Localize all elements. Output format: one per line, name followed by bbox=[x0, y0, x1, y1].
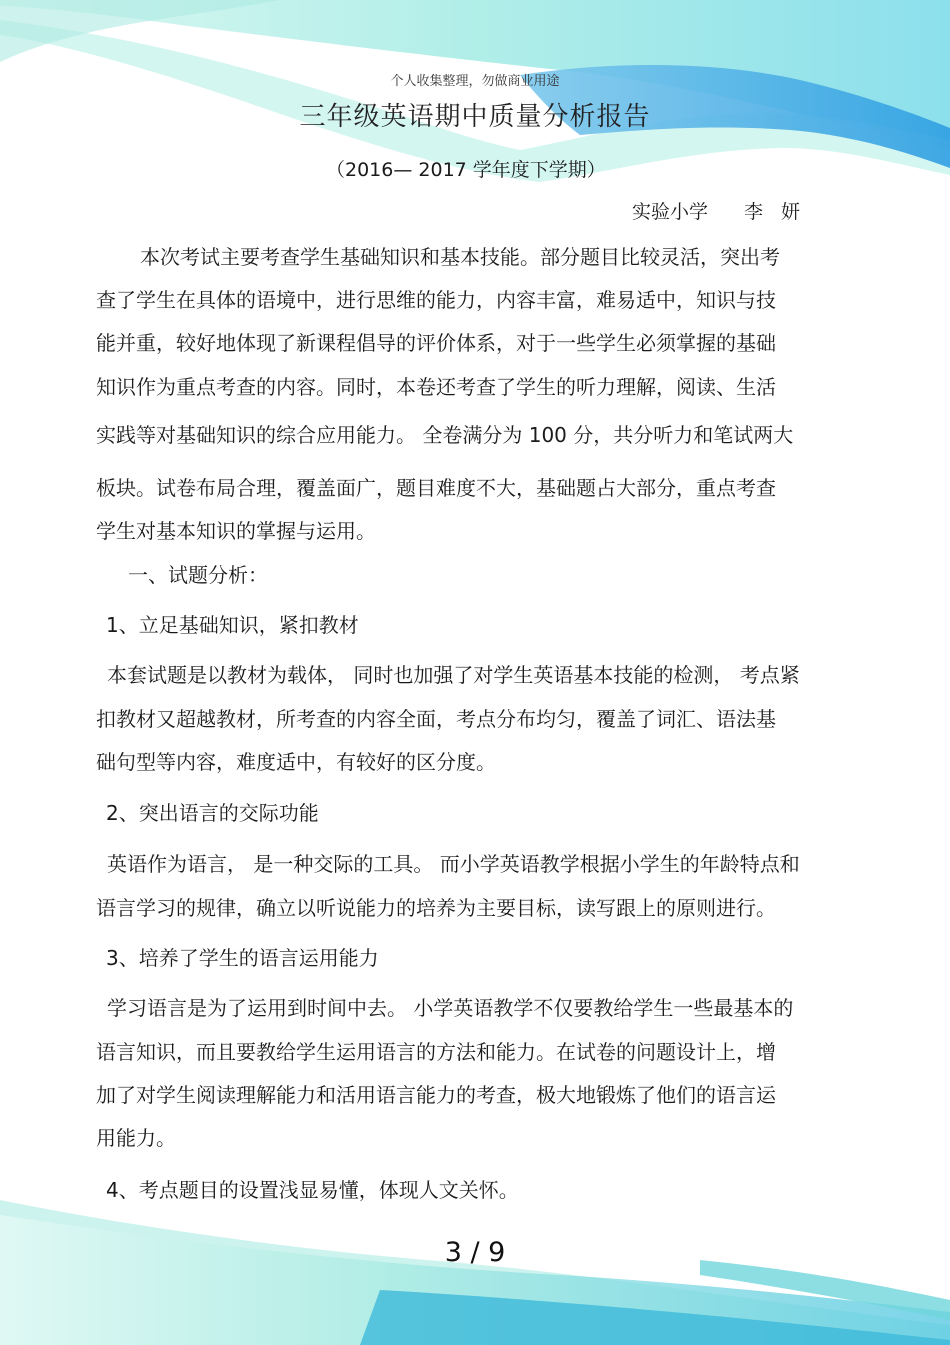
item-line: 加了对学生阅读理解能力和活用语言能力的考查，极大地锻炼了他们的语言运 bbox=[96, 1083, 776, 1107]
item-line: 扣教材又超越教材，所考查的内容全面，考点分布均匀，覆盖了词汇、语法基 bbox=[96, 707, 776, 731]
item-line: 学习语言是为了运用到时间中去。 小学英语教学不仅要教给学生一些最基本的 bbox=[107, 996, 794, 1020]
item-line: 础句型等内容，难度适中，有较好的区分度。 bbox=[96, 750, 496, 774]
intro-line: 知识作为重点考查的内容。同时，本卷还考查了学生的听力理解，阅读、生活 bbox=[96, 375, 776, 399]
item-line: 语言学习的规律，确立以听说能力的培养为主要目标，读写跟上的原则进行。 bbox=[96, 896, 776, 920]
item-heading: 1、立足基础知识，紧扣教材 bbox=[106, 613, 359, 637]
section-heading: 一、试题分析： bbox=[128, 563, 268, 587]
item-heading: 3、培养了学生的语言运用能力 bbox=[106, 946, 379, 970]
item-line: 英语作为语言， 是一种交际的工具。 而小学英语教学根据小学生的年龄特点和 bbox=[107, 852, 800, 876]
watermark-text: 个人收集整理，勿做商业用途 bbox=[390, 74, 560, 89]
document-subtitle: （2016— 2017 学年度下学期） bbox=[326, 159, 606, 181]
item-heading: 2、突出语言的交际功能 bbox=[106, 801, 319, 825]
item-line: 用能力。 bbox=[96, 1126, 176, 1150]
item-line: 本套试题是以教材为载体， 同时也加强了对学生英语基本技能的检测， 考点紧 bbox=[107, 663, 800, 687]
intro-line: 板块。试卷布局合理，覆盖面广，题目难度不大，基础题占大部分，重点考查 bbox=[96, 476, 776, 500]
document-title: 三年级英语期中质量分析报告 bbox=[299, 102, 651, 132]
item-heading: 4、考点题目的设置浅显易懂，体现人文关怀。 bbox=[106, 1178, 519, 1202]
intro-line: 本次考试主要考查学生基础知识和基本技能。部分题目比较灵活，突出考 bbox=[140, 245, 780, 269]
author-school: 实验小学 bbox=[632, 201, 709, 223]
item-line: 语言知识，而且要教给学生运用语言的方法和能力。在试卷的问题设计上，增 bbox=[96, 1040, 776, 1064]
intro-line: 学生对基本知识的掌握与运用。 bbox=[96, 519, 376, 543]
intro-line: 能并重，较好地体现了新课程倡导的评价体系，对于一些学生必须掌握的基础 bbox=[96, 331, 776, 355]
intro-line: 查了学生在具体的语境中，进行思维的能力，内容丰富，难易适中，知识与技 bbox=[96, 288, 776, 312]
intro-line: 实践等对基础知识的综合应用能力。 全卷满分为 100 分，共分听力和笔试两大 bbox=[96, 423, 794, 447]
author-name: 李 妍 bbox=[744, 201, 807, 223]
page-number: 3 / 9 bbox=[444, 1237, 506, 1268]
